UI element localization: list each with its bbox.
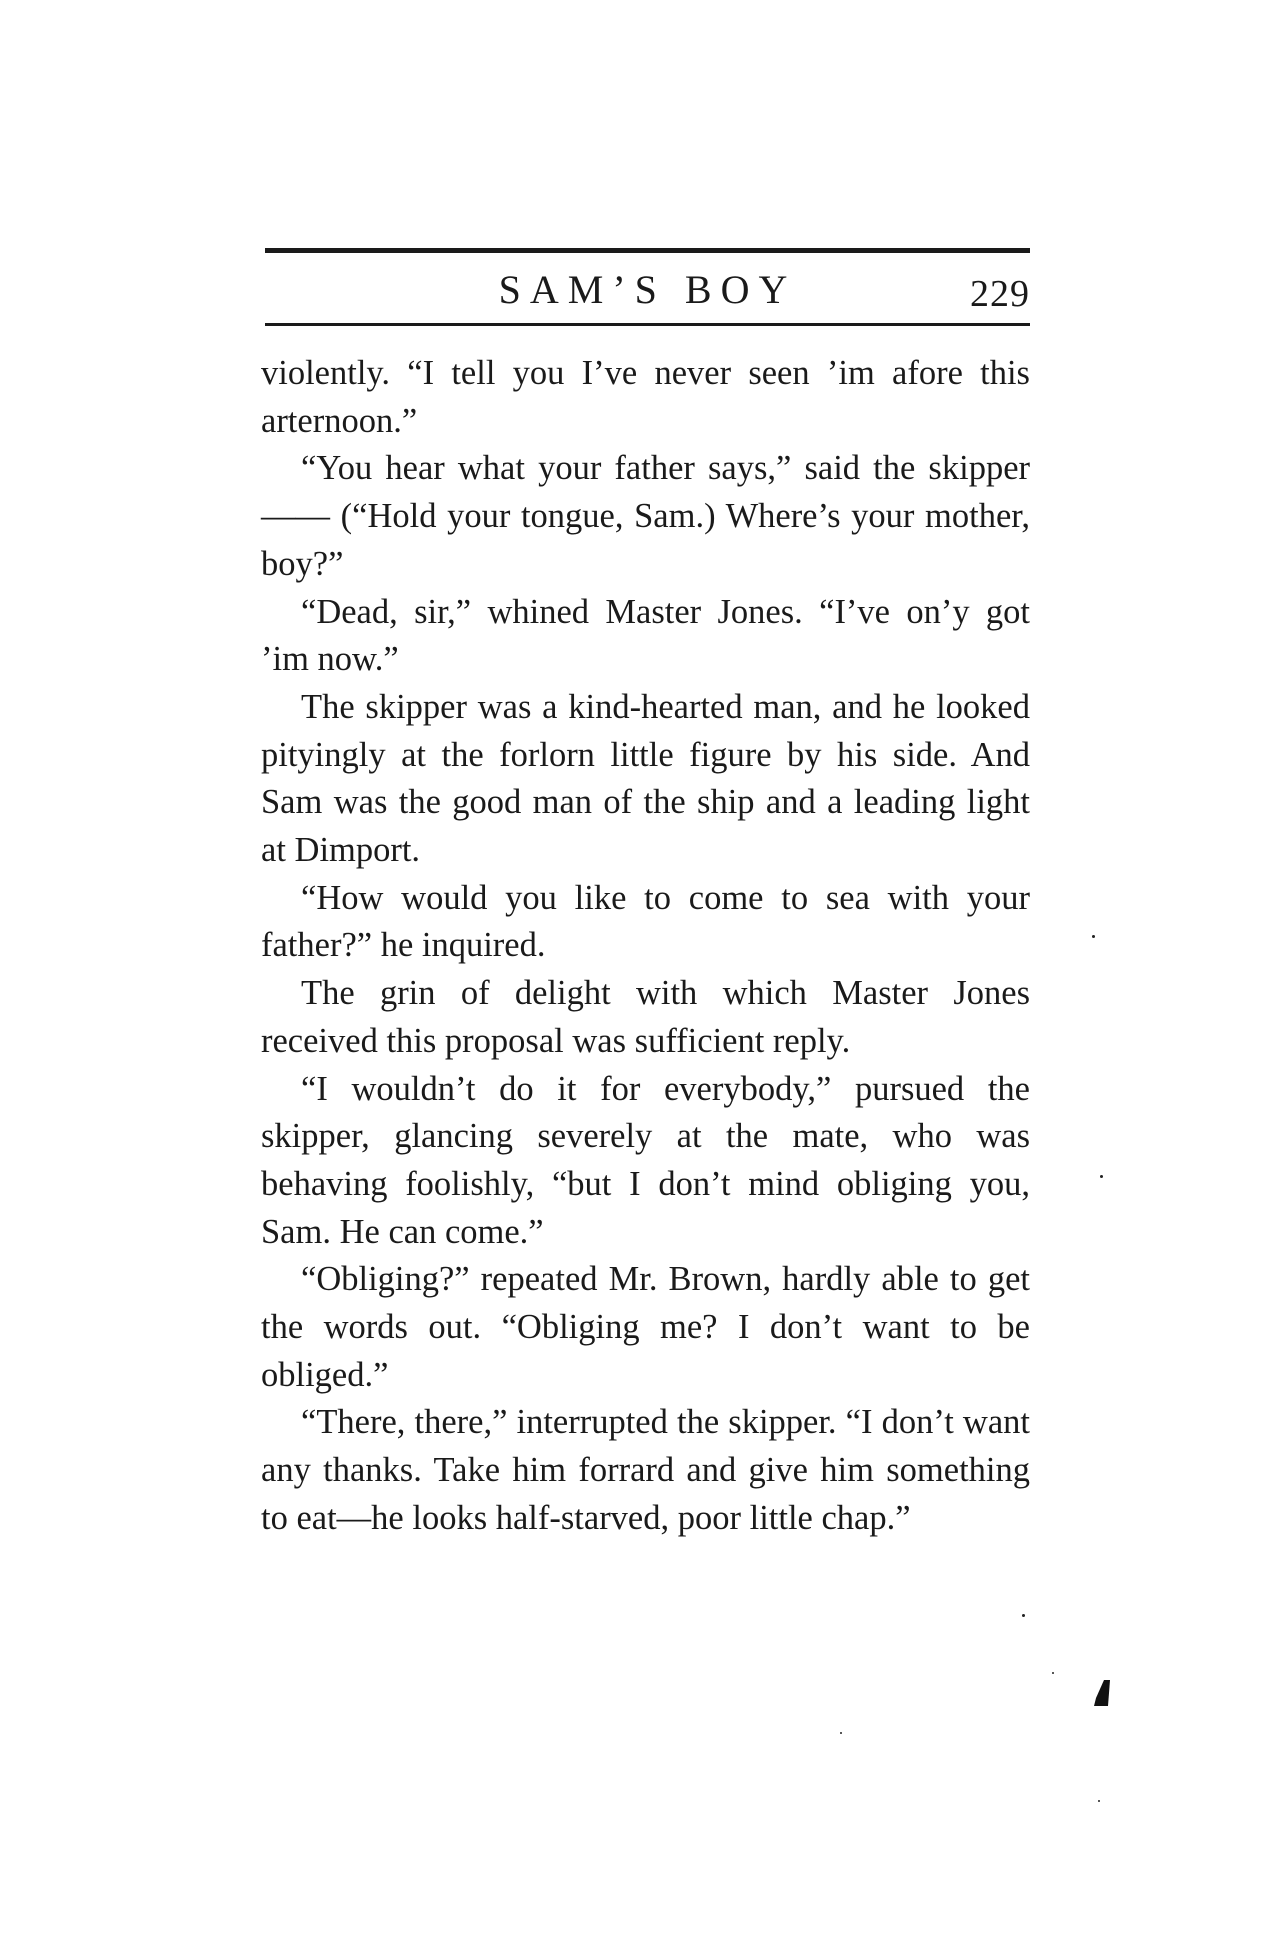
page-header: [265, 248, 1030, 330]
scan-speck: [1100, 1175, 1103, 1178]
scan-speck: [1092, 935, 1095, 938]
paragraph: “How would you like to come to sea with your father?” he inquired.: [261, 878, 1030, 965]
running-title: SAM’S BOY: [498, 267, 797, 312]
paragraph: “I wouldn’t do it for everybody,” pursued the skipper, glancing severely at the mate, who was behaving foolishly, “but I don’t mind obliging you, Sam. He can come.”: [261, 1069, 1030, 1251]
body-text: [261, 350, 1030, 1543]
paragraph: “There, there,” interrupted the skipper. “I don’t want any thanks. Take him forrard and give him something to eat—he looks half-starved, poor little chap.”: [261, 1403, 1030, 1537]
header-rule-bottom: [265, 323, 1030, 326]
page-number: 229: [970, 273, 1030, 315]
paragraph: “Dead, sir,” whined Master Jones. “I’ve on’y got ’im now.”: [261, 592, 1030, 679]
scan-mark: [1094, 1680, 1110, 1706]
paragraph: “You hear what your father says,” said the skipper—— (“Hold your tongue, Sam.) Where’s your mother, boy?”: [261, 449, 1030, 583]
scan-speck: [840, 1732, 842, 1734]
header-rule-top: [265, 248, 1030, 253]
scan-speck: [1022, 1614, 1025, 1617]
paragraph: The grin of delight with which Master Jones received this proposal was sufficient reply.: [261, 974, 1030, 1060]
scan-speck: [1098, 1800, 1100, 1802]
paragraph: violently. “I tell you I’ve never seen ’im afore this arternoon.”: [261, 354, 1030, 440]
scan-speck: [1052, 1672, 1054, 1674]
paragraph: “Obliging?” repeated Mr. Brown, hardly able to get the words out. “Obliging me? I don’t want to be obliged.”: [261, 1260, 1030, 1394]
paragraph: The skipper was a kind-hearted man, and he looked pityingly at the forlorn little figure by his side. And Sam was the good man of the ship and a leading light at Dimport.: [261, 687, 1030, 870]
